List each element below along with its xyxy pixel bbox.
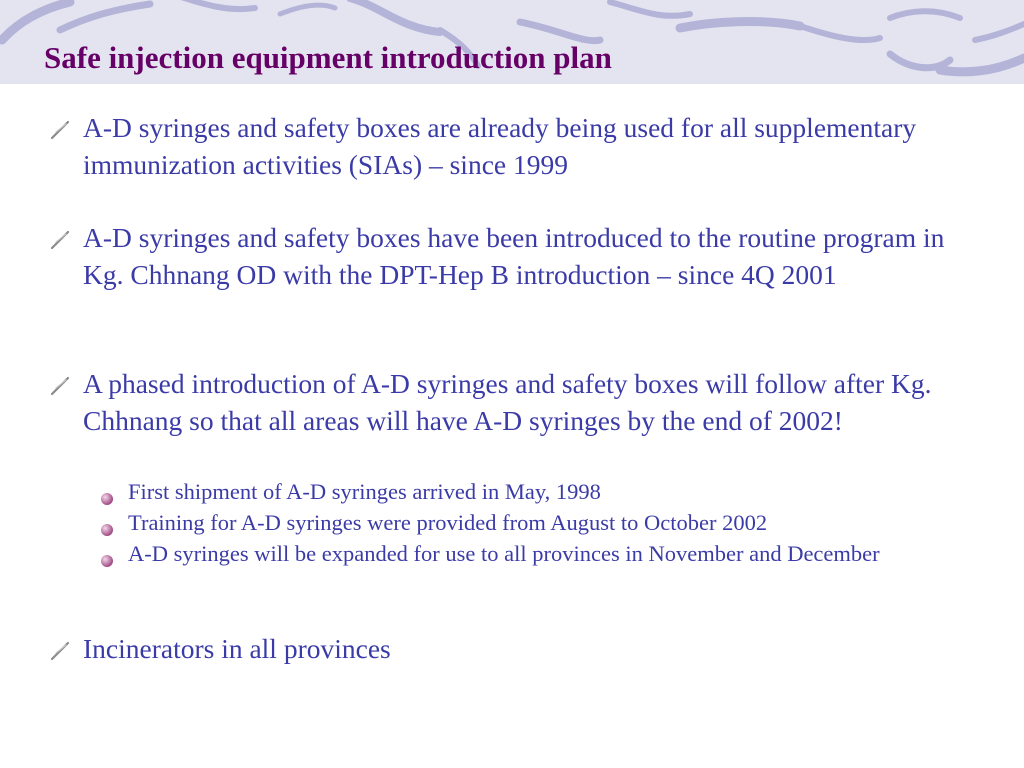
bullet-text: A-D syringes and safety boxes are already being used for all supplementary immunization activities (SIAs) – since 1999 xyxy=(83,112,917,180)
sub-bullet-text: A-D syringes will be expanded for use to all provinces in November and December xyxy=(128,541,880,566)
quill-icon xyxy=(50,376,70,396)
slide-title: Safe injection equipment introduction plan xyxy=(44,40,612,75)
sphere-icon xyxy=(100,492,114,506)
bullet-text: A-D syringes and safety boxes have been introduced to the routine program in Kg. Chhnang OD with the DPT-Hep B introduction – since 4Q 2001 xyxy=(83,222,945,290)
sphere-icon xyxy=(100,523,114,537)
quill-icon xyxy=(50,120,70,140)
bullet-text: Incinerators in all provinces xyxy=(83,633,391,664)
bullet-text: A phased introduction of A-D syringes and safety boxes will follow after Kg. Chhnang so that all areas will have A-D syringes by the end of 2002! xyxy=(83,368,932,436)
sphere-icon xyxy=(100,554,114,568)
sub-bullet-text: First shipment of A-D syringes arrived in May, 1998 xyxy=(128,479,601,504)
sub-bullet-text: Training for A-D syringes were provided from August to October 2002 xyxy=(128,510,768,535)
quill-icon xyxy=(50,230,70,250)
quill-icon xyxy=(50,641,70,661)
